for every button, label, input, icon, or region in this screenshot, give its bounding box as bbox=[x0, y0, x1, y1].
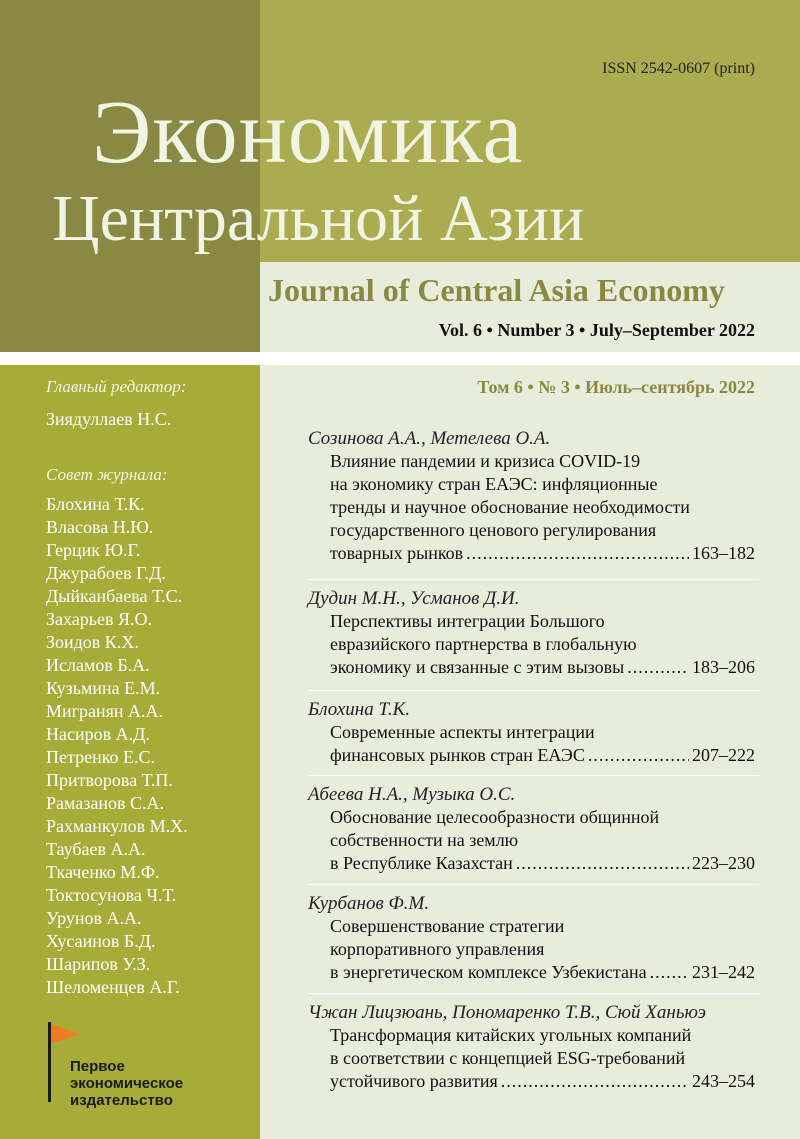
article bbox=[308, 698, 755, 767]
journal-title-en: Journal of Central Asia Economy bbox=[268, 272, 725, 308]
article-pages: 163–182 bbox=[692, 543, 755, 563]
article-pages: 231–242 bbox=[692, 962, 755, 982]
sidebar bbox=[0, 365, 260, 1139]
article-title-line: Влияние пандемии и кризиса COVID-19 bbox=[330, 451, 641, 471]
contents-panel bbox=[260, 365, 800, 1139]
divider bbox=[308, 775, 760, 776]
article-authors: Абеева Н.А., Музыка О.С. bbox=[308, 784, 516, 805]
board-member: Урунов А.А. bbox=[46, 908, 142, 928]
article bbox=[308, 427, 755, 565]
board-member: Притворова Т.П. bbox=[46, 770, 173, 790]
article-title-line: корпоративного управления bbox=[330, 939, 545, 959]
board-label: Совет журнала: bbox=[46, 465, 168, 484]
board-member: Насиров А.Д. bbox=[46, 724, 150, 744]
issn: ISSN 2542-0607 (print) bbox=[602, 60, 755, 77]
article-title-line: Современные аспекты интеграции bbox=[330, 722, 595, 742]
divider bbox=[308, 884, 760, 885]
dot-leader bbox=[627, 656, 689, 679]
board-member: Шеломенцев А.Г. bbox=[46, 977, 180, 997]
journal-title-line2: Центральной Азии bbox=[52, 182, 585, 255]
volume-en: Vol. 6 • Number 3 • July–September 2022 bbox=[438, 320, 755, 340]
journal-title-line1: Экономика bbox=[92, 83, 524, 182]
board-member: Герцик Ю.Г. bbox=[46, 540, 141, 560]
divider bbox=[308, 690, 760, 691]
article-last-line: в энергетическом комплексе Узбекистана ..... 231–242 bbox=[330, 961, 755, 984]
article bbox=[308, 783, 755, 875]
article-title-line: Совершенствование стратегии bbox=[330, 916, 565, 936]
dot-leader bbox=[466, 542, 689, 565]
dot-leader bbox=[588, 744, 689, 767]
board-member: Кузьмина Е.М. bbox=[46, 678, 161, 698]
board-member: Дыйканбаева Т.С. bbox=[46, 586, 183, 606]
article-authors: Дудин М.Н., Усманов Д.И. bbox=[308, 588, 520, 609]
article-last-line: устойчивого развития ..... 243–254 bbox=[330, 1070, 755, 1093]
board-member: Ткаченко М.Ф. bbox=[46, 862, 160, 882]
board-member: Исламов Б.А. bbox=[46, 655, 150, 675]
article-title-line: государственного ценового регулирования bbox=[330, 520, 657, 540]
board-member: Мигранян А.А. bbox=[46, 701, 164, 721]
board-member: Хусаинов Б.Д. bbox=[46, 931, 156, 951]
dot-leader bbox=[501, 1070, 689, 1093]
article-authors: Чжан Лицзюань, Пономаренко Т.В., Сюй Ханьюэ bbox=[308, 1002, 706, 1023]
article-authors: Курбанов Ф.М. bbox=[308, 893, 430, 914]
article-title-line: евразийского партнерства в глобальную bbox=[330, 634, 637, 654]
board-member: Власова Н.Ю. bbox=[46, 517, 154, 537]
article-last-line: товарных рынков ..... 163–182 bbox=[330, 542, 755, 565]
board-member: Петренко Е.С. bbox=[46, 747, 156, 767]
article-pages: 207–222 bbox=[692, 745, 755, 765]
article bbox=[308, 892, 755, 984]
divider bbox=[308, 579, 760, 580]
article bbox=[308, 587, 755, 679]
board-member: Блохина Т.К. bbox=[46, 494, 145, 514]
article bbox=[308, 1001, 755, 1093]
volume-ru: Том 6 • № 3 • Июль–сентябрь 2022 bbox=[477, 377, 755, 397]
board-member: Зоидов К.Х. bbox=[46, 632, 139, 652]
article-title-line: в соответствии с концепцией ESG-требований bbox=[330, 1048, 686, 1068]
article-pages: 183–206 bbox=[692, 657, 755, 677]
article-pages: 223–230 bbox=[692, 853, 755, 873]
publisher-logo: Первое экономическое издательство bbox=[70, 1058, 184, 1109]
editor-label: Главный редактор: bbox=[46, 377, 187, 396]
divider bbox=[308, 993, 760, 994]
board-list bbox=[46, 493, 188, 999]
article-title-line: на экономику стран ЕАЭС: инфляционные bbox=[330, 474, 658, 494]
article-title-line: тренды и научное обоснование необходимости bbox=[330, 497, 690, 517]
article-last-line: в Республике Казахстан ..... 223–230 bbox=[330, 852, 755, 875]
article-title-line: Перспективы интеграции Большого bbox=[330, 611, 605, 631]
board-member: Таубаев А.А. bbox=[46, 839, 146, 859]
board-member: Токтосунова Ч.Т. bbox=[46, 885, 177, 905]
article-authors: Блохина Т.К. bbox=[308, 699, 410, 720]
editor-name: Зиядуллаев Н.С. bbox=[46, 409, 172, 429]
dot-leader bbox=[516, 852, 689, 875]
board-member: Шарипов У.З. bbox=[46, 954, 151, 974]
board-member: Джурабоев Г.Д. bbox=[46, 563, 166, 583]
dot-leader bbox=[650, 961, 689, 984]
article-last-line: экономику и связанные с этим вызовы ..... 183–206 bbox=[330, 656, 755, 679]
article-pages: 243–254 bbox=[692, 1071, 755, 1091]
board-member: Рахманкулов М.Х. bbox=[46, 816, 188, 836]
article-title-line: собственности на землю bbox=[330, 830, 519, 850]
board-member: Захарьев Я.О. bbox=[46, 609, 152, 629]
article-authors: Созинова А.А., Метелева О.А. bbox=[308, 428, 551, 449]
article-title-line: Обоснование целесообразности общинной bbox=[330, 807, 660, 827]
article-last-line: финансовых рынков стран ЕАЭС ..... 207–222 bbox=[330, 744, 755, 767]
article-title-line: Трансформация китайских угольных компаний bbox=[330, 1025, 692, 1045]
board-member: Рамазанов С.А. bbox=[46, 793, 164, 813]
